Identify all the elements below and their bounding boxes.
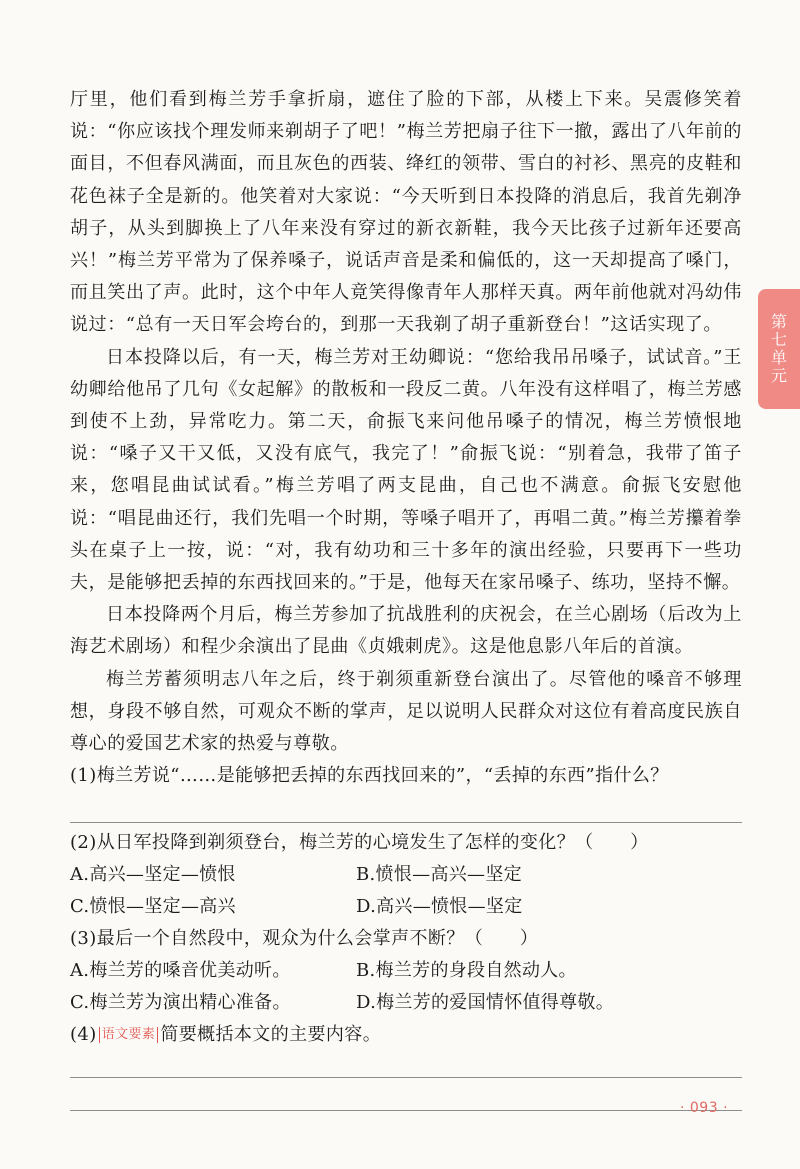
unit-side-tab [758,289,800,409]
q3-option-d[interactable]: D.梅兰芳的爱国情怀值得尊敬。 [356,992,615,1014]
unit-tab-char: 第 [770,312,787,331]
question-2: (2)从日军投降到剃须登台，梅兰芳的心境发生了怎样的变化？（ ） [70,832,649,854]
page-number: · 093 · [680,1100,729,1116]
q2-option-c[interactable]: C.愤恨—坚定—高兴 [70,896,236,918]
language-element-tag: 语文要素 [99,1027,159,1043]
q2-option-d[interactable]: D.高兴—愤恨—坚定 [356,896,523,918]
q3-option-c[interactable]: C.梅兰芳为演出精心准备。 [70,992,291,1014]
unit-tab-char: 七 [770,330,787,349]
question-3-options-row-1 [70,955,742,987]
answer-line-q1[interactable] [70,822,742,823]
question-3: (3)最后一个自然段中，观众为什么会掌声不断？（ ） [70,928,539,950]
passage-paragraph-4: 梅兰芳蓄须明志八年之后，终于剃须重新登台演出了。尽管他的嗓音不够理想，身段不够自然，可观众不断的掌声，足以说明人民群众对这位有着高度民族自尊心的爱国艺术家的热爱与尊敬。 [70,668,742,755]
passage-paragraph-2: 日本投降以后，有一天，梅兰芳对王幼卿说：“您给我吊吊嗓子，试试音。”王幼卿给他吊了几句《女起解》的散板和一段反二黄。八年没有这样唱了，梅兰芳感到使不上劲，异常吃力。第二天，俞振飞来问他吊嗓子的情况，梅兰芳愤恨地说：“嗓子又干又低，又没有底气，我完了！”俞振飞说：“别着急，我带了笛子来，您唱昆曲试试看。”梅兰芳唱了两支昆曲，自己也不满意。俞振飞安慰他说：“唱昆曲还行，我们先唱一个时期，等嗓子唱开了，再唱二黄。”梅兰芳攥着拳头在桌子上一按，说：“对，我有幼功和三十多年的演出经验，只要再下一些功夫，是能够把丢掉的东西找回来的。”于是，他每天在家吊嗓子、练功，坚持不懈。 [70,346,742,594]
question-1: (1)梅兰芳说“……是能够把丢掉的东西找回来的”，“丢掉的东西”指什么？ [70,765,669,787]
question-2-options-row-2 [70,891,742,923]
question-4 [70,1019,742,1051]
answer-line-q4-2[interactable] [70,1110,742,1111]
q2-option-a[interactable]: A.高兴—坚定—愤恨 [70,864,236,886]
page-content [70,84,742,1111]
q3-option-b[interactable]: B.梅兰芳的身段自然动人。 [356,960,577,982]
passage-paragraph-1: 厅里，他们看到梅兰芳手拿折扇，遮住了脸的下部，从楼上下来。吴震修笑着说：“你应该找个理发师来剃胡子了吧！”梅兰芳把扇子往下一撤，露出了八年前的面目，不但春风满面，而且灰色的西装、绛红的领带、雪白的衬衫、黑亮的皮鞋和花色袜子全是新的。他笑着对大家说：“今天听到日本投降的消息后，我首先剃净胡子，从头到脚换上了八年来没有穿过的新衣新鞋，我今天比孩子过新年还要高兴！”梅兰芳平常为了保养嗓子，说话声音是柔和偏低的，这一天却提高了嗓门，而且笑出了声。此时，这个中年人竟笑得像青年人那样天真。两年前他就对冯幼伟说过：“总有一天日军会垮台的，到那一天我剃了胡子重新登台！”这话实现了。 [70,89,742,336]
passage-paragraph-3: 日本投降两个月后，梅兰芳参加了抗战胜利的庆祝会，在兰心剧场（后改为上海艺术剧场）和程少余演出了昆曲《贞娥刺虎》。这是他息影八年后的首演。 [70,604,742,658]
unit-tab-char: 单 [770,348,787,367]
q3-option-a[interactable]: A.梅兰芳的嗓音优美动听。 [70,960,291,982]
question-4-number: (4) [70,1024,97,1046]
q2-option-b[interactable]: B.愤恨—高兴—坚定 [356,864,522,886]
unit-tab-char: 元 [770,366,787,385]
question-4-text: 简要概括本文的主要内容。 [160,1024,382,1046]
question-2-options-row-1 [70,859,742,891]
question-3-options-row-2 [70,987,742,1019]
